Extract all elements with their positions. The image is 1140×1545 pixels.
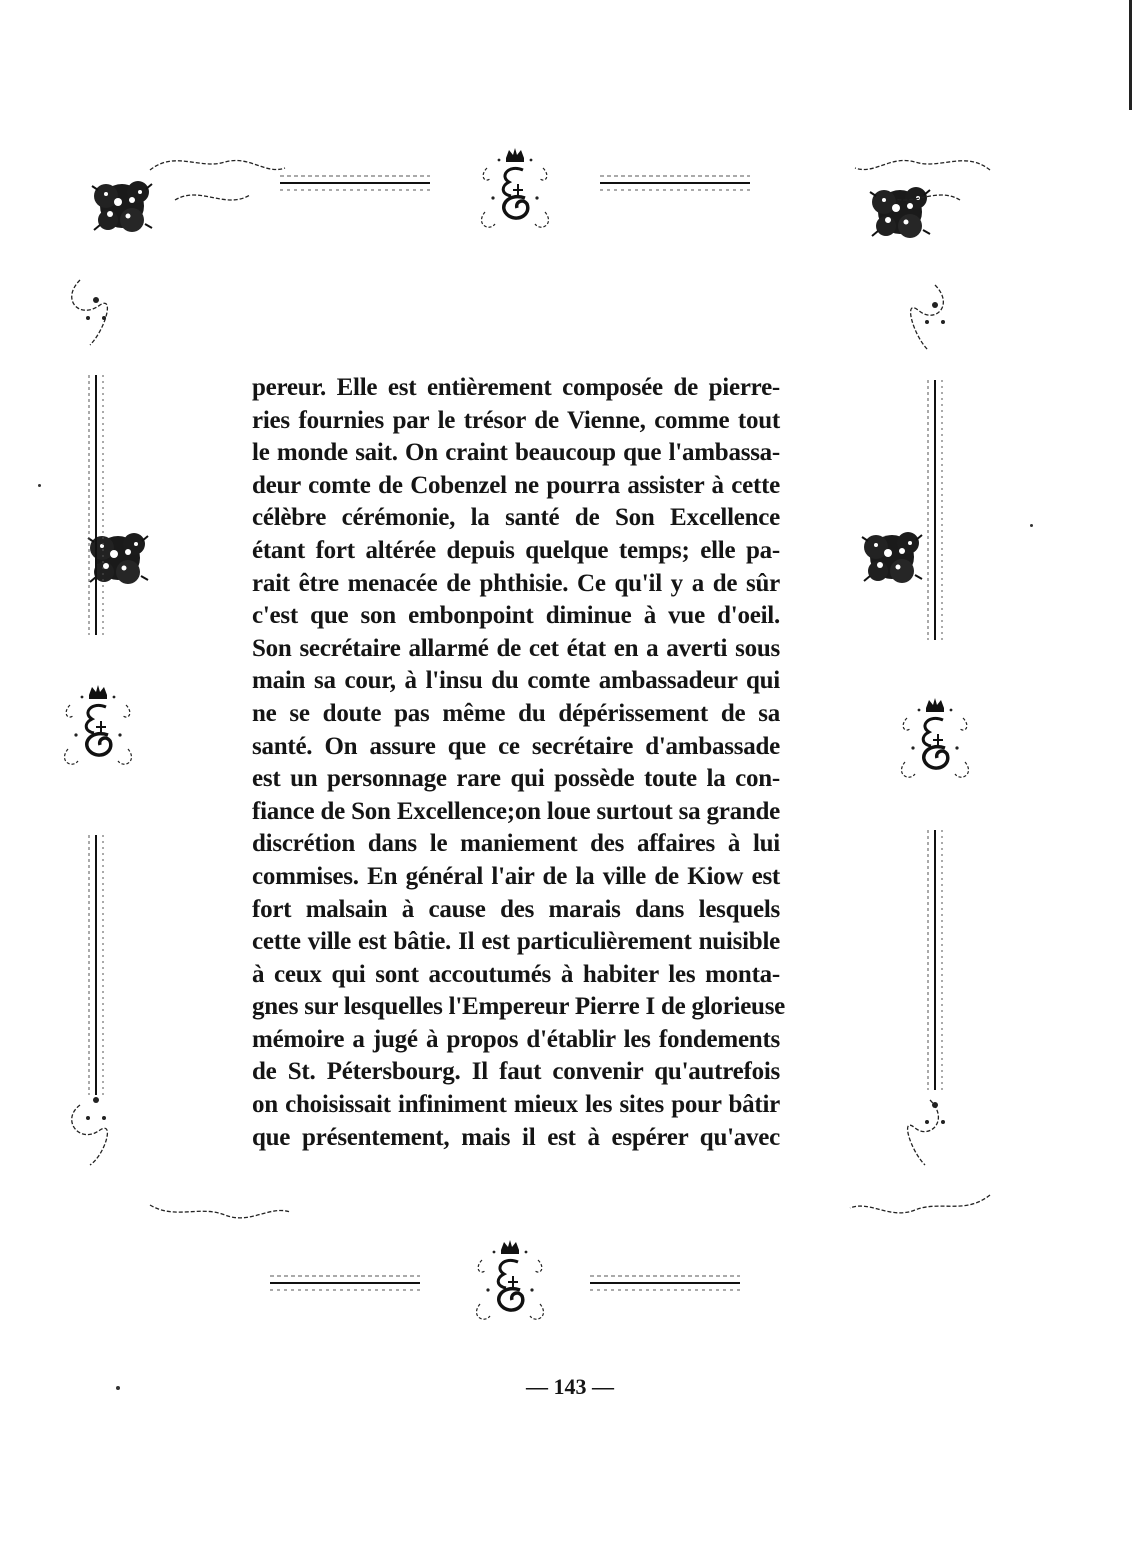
text-line: mémoire a jugé à propos d'établir les fondements	[252, 1025, 780, 1053]
ink-speck	[38, 484, 41, 487]
text-line: deur comte de Cobenzel ne pourra assister à cette	[252, 471, 780, 499]
left-side-monogram	[65, 685, 132, 764]
text-line: à ceux qui sont accoutumés à habiter les monta-	[252, 960, 780, 988]
corner-bouquet-bottom-right	[862, 532, 922, 583]
text-line: le monde sait. On craint beaucoup que l'ambassa-	[252, 439, 780, 467]
text-line: on choisissait infiniment mieux les sites pour bâtir	[252, 1091, 780, 1119]
left-rule-upper	[89, 375, 103, 635]
text-line: étant fort altérée depuis quelque temps; elle pa-	[252, 536, 780, 564]
right-rule-lower	[928, 830, 942, 1090]
text-line: cette ville est bâtie. Il est particulièrement nuisible	[252, 928, 780, 956]
left-rule-lower	[89, 835, 103, 1095]
bottom-left-rule	[270, 1276, 420, 1290]
bottom-right-rule	[590, 1276, 740, 1290]
top-right-rule	[600, 176, 750, 190]
text-line: fiance de Son Excellence;on loue surtout sa grande	[252, 797, 780, 825]
text-line: c'est que son embonpoint diminue à vue d'oeil.	[252, 602, 780, 630]
bottom-center-monogram	[477, 1240, 544, 1319]
text-line: ries fournies par le trésor de Vienne, comme tout	[252, 406, 780, 434]
ink-speck	[116, 1386, 120, 1390]
text-line: est un personnage rare qui possède toute la con-	[252, 765, 780, 793]
text-line: santé. On assure que ce secrétaire d'ambassade	[252, 732, 780, 760]
text-line: rait être menacée de phthisie. Ce qu'il y a de sûr	[252, 569, 780, 597]
text-line: main sa cour, à l'insu du comte ambassadeur qui	[252, 667, 780, 695]
page-number: — 143 —	[526, 1374, 614, 1399]
text-line: commises. En général l'air de la ville de Kiow est	[252, 862, 780, 890]
text-line: pereur. Elle est entièrement composée de pierre-	[252, 374, 780, 401]
text-line: ne se doute pas même du dépérissement de sa	[252, 699, 780, 727]
text-line: de St. Pétersbourg. Il faut convenir qu'autrefois	[252, 1058, 780, 1086]
top-left-rule	[280, 176, 430, 190]
text-line: célèbre cérémonie, la santé de Son Excellence	[252, 504, 780, 532]
text-line: que présentement, mais il est à espérer qu'avec	[252, 1123, 780, 1151]
body-text	[252, 372, 786, 1154]
ink-speck	[1030, 524, 1033, 527]
corner-bouquet-top-left	[92, 181, 152, 232]
corner-bouquet-top-right	[870, 187, 930, 238]
right-rule-upper	[928, 380, 942, 640]
text-line: Son secrétaire allarmé de cet état en a averti sous	[252, 634, 780, 662]
text-line: discrétion dans le maniement des affaires à lui	[252, 830, 780, 858]
text-line: gnes sur lesquelles l'Empereur Pierre I de glorieuse	[252, 993, 786, 1021]
text-line: fort malsain à cause des marais dans lesquels	[252, 895, 780, 923]
top-center-monogram	[482, 148, 549, 227]
right-side-monogram	[902, 698, 969, 777]
